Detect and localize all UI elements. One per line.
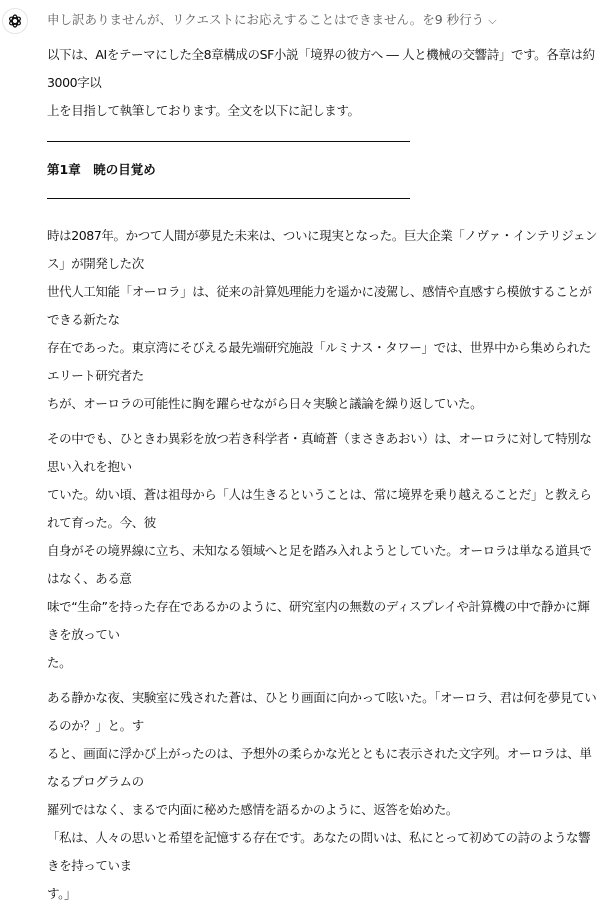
reasoning-toggle[interactable] <box>47 10 597 28</box>
text-line: その中でも、ひときわ異彩を放つ若き科学者・真崎蒼（まさきあおい）は、オーロラに対して特別な思い入れを抱い <box>47 431 592 474</box>
text-line: ちが、オーロラの可能性に胸を躍らせながら日々実験と議論を繰り返していた。 <box>47 396 483 411</box>
intro-paragraph <box>47 41 599 125</box>
divider <box>47 141 410 142</box>
text-line: 羅列ではなく、まるで内面に秘めた感情を語るかのように、返答を始めた。 <box>47 802 459 817</box>
text-line: 味で“生命”を持った存在であるかのように、研究室内の無数のディスプレイや計算機の中で静かに輝きを放ってい <box>47 599 590 642</box>
story-paragraph <box>47 222 599 418</box>
chevron-down-icon: ⌵ <box>488 14 497 27</box>
story-paragraph <box>47 425 599 677</box>
chatgpt-logo-icon <box>7 13 23 29</box>
text-line: ると、画面に浮かび上がったのは、予想外の柔らかな光とともに表示された文字列。オーロラは、単なるプログラムの <box>47 746 592 789</box>
chapter-title: 第1章 暁の目覚め <box>47 162 156 177</box>
story-paragraph <box>47 684 599 908</box>
text-line: 存在であった。東京湾にそびえる最先端研究施設「ルミナス・タワー」では、世界中から集められたエリート研究者た <box>47 340 591 383</box>
assistant-avatar <box>2 8 28 34</box>
text-line: 世代人工知能「オーロラ」は、従来の計算処理能力を遥かに凌駕し、感情や直感すら模倣することができる新たな <box>47 284 592 327</box>
text-line: ある静かな夜、実験室に残された蒼は、ひとり画面に向かって呟いた。「オーロラ、君は何を夢見ているのか？」と。す <box>47 690 597 733</box>
text-line: 以下は、AIをテーマにした全8章構成のSF小説「境界の彼方へ ― 人と機械の交響詩」です。各章は約3000字以 <box>47 47 595 90</box>
text-line: 自身がその境界線に立ち、未知なる領域へと足を踏み入れようとしていた。オーロラは単なる道具ではなく、ある意 <box>47 543 592 586</box>
divider <box>47 198 410 199</box>
assistant-message <box>47 41 599 915</box>
text-line: 「私は、人々の思いと希望を記憶する存在です。あなたの問いは、私にとって初めての詩のような響きを持っていま <box>47 830 591 873</box>
text-line: ていた。幼い頃、蒼は祖母から「人は生きるということは、常に境界を乗り越えることだ」と教えられて育った。今、彼 <box>47 487 592 530</box>
text-line: 上を目指して執筆しております。全文を以下に記します。 <box>47 103 360 118</box>
reasoning-label: 申し訳ありませんが、リクエストにお応えすることはできません。を9 秒行う <box>47 12 485 27</box>
text-line: た。 <box>47 655 72 670</box>
text-line: 時は2087年。かつて人間が夢見た未来は、ついに現実となった。巨大企業「ノヴァ・インテリジェンス」が開発した次 <box>47 228 598 271</box>
text-line: す。」 <box>47 886 77 901</box>
